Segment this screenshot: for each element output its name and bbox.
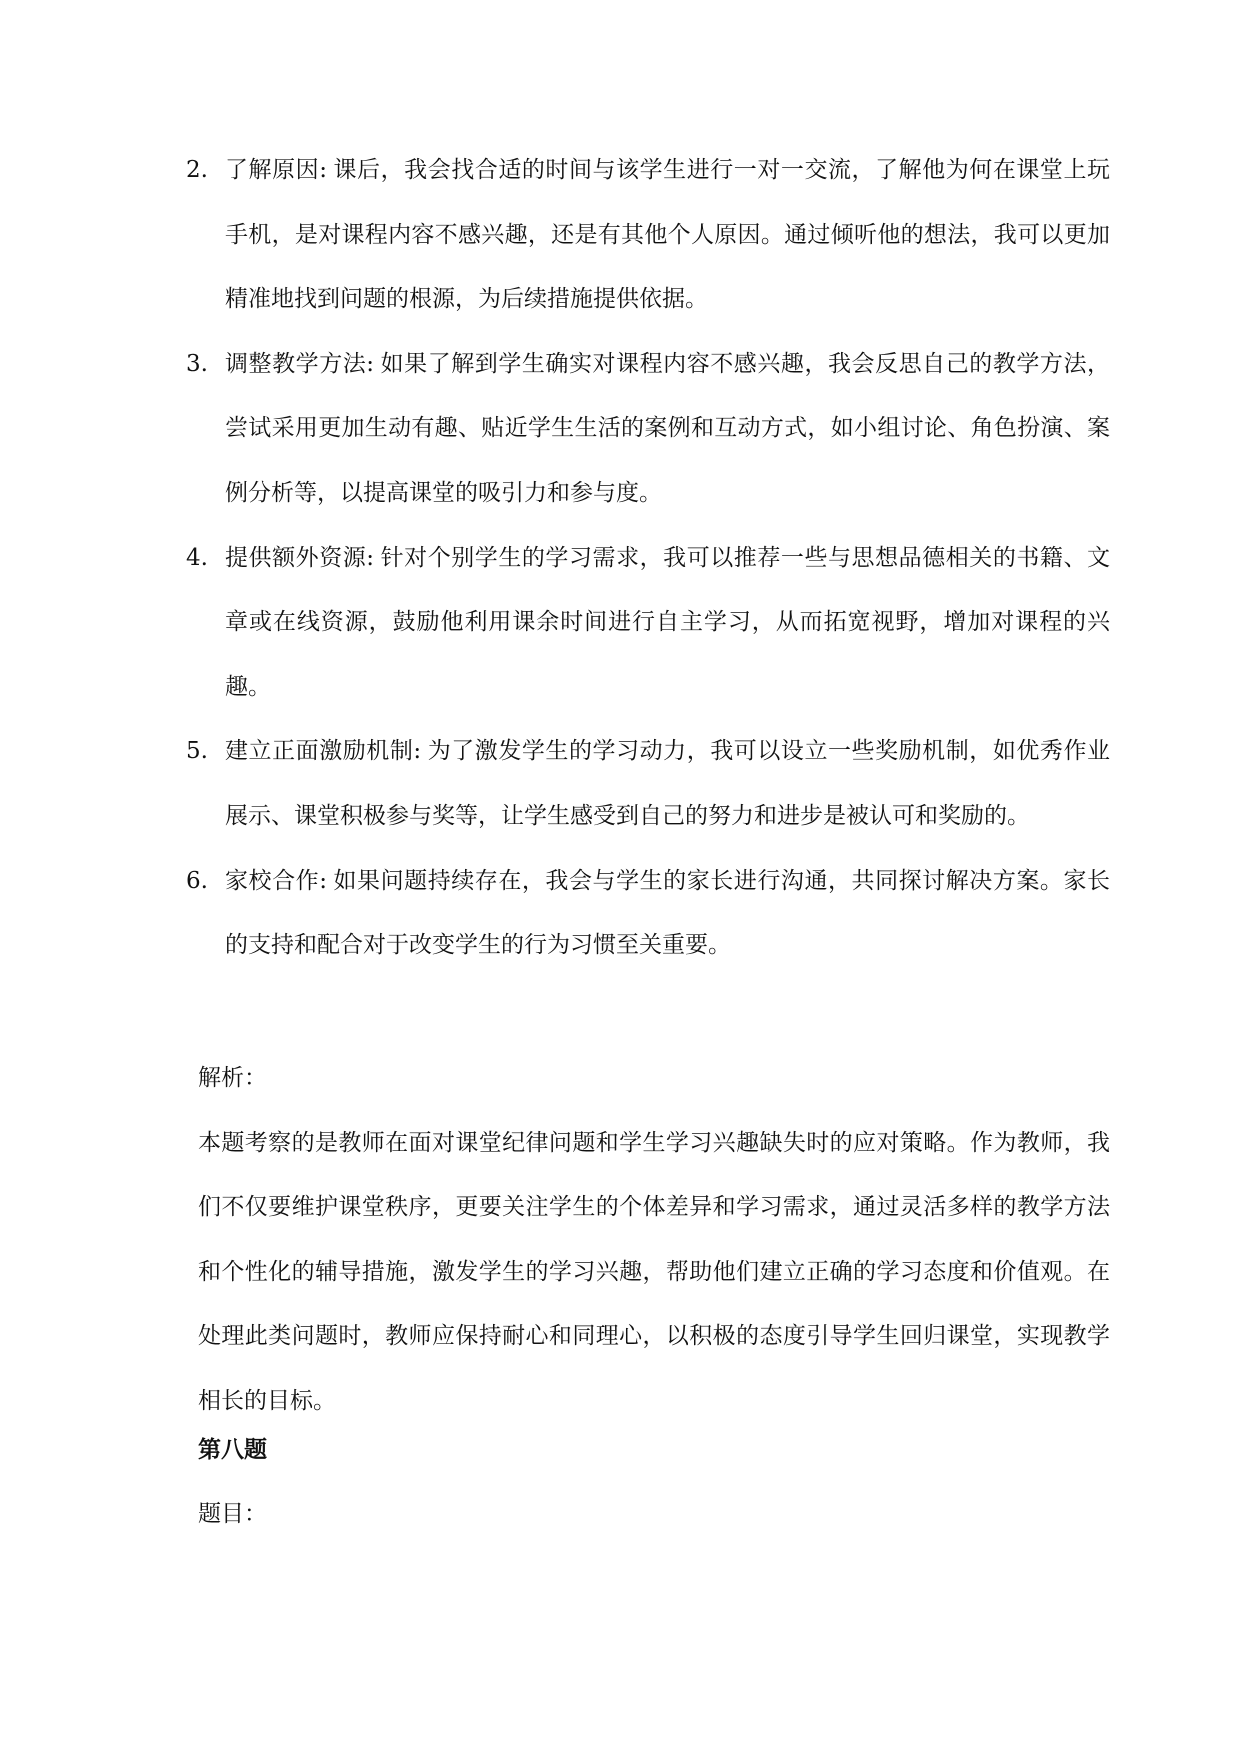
strategy-list (0, 138, 1241, 978)
list-item-text (225, 526, 1110, 720)
list-item-number: 6. (186, 867, 208, 894)
list-item-label: 提供额外资源: (225, 544, 375, 571)
list-item-number: 2. (186, 157, 208, 183)
list-item-body: 课后，我会找合适的时间与该学生进行一对一交流，了解他为何在课堂上玩手机，是对课程内容不感兴趣，还是有其他个人原因。通过倾听他的想法，我可以更加精准地找到问题的根源，为后续措施提供依据。 (225, 157, 1111, 313)
analysis-section (198, 1046, 1110, 1434)
list-item-number: 4. (186, 544, 208, 571)
question-label: 题目： (198, 1501, 267, 1527)
list-item-body: 如果问题持续存在，我会与学生的家长进行沟通，共同探讨解决方案。家长的支持和配合对于改变学生的行为习惯至关重要。 (225, 867, 1111, 959)
list-item-label: 了解原因: (225, 157, 327, 183)
list-item (0, 526, 1241, 720)
list-item-body: 为了激发学生的学习动力，我可以设立一些奖励机制，如优秀作业展示、课堂积极参与奖等，让学生感受到自己的努力和进步是被认可和奖励的。 (225, 738, 1111, 829)
list-item-number: 3. (186, 350, 208, 377)
list-item (0, 849, 1241, 978)
analysis-label: 解析： (198, 1065, 267, 1091)
list-item-text (225, 719, 1110, 848)
list-item-text (225, 332, 1110, 526)
list-item-text (225, 138, 1110, 332)
list-item-body: 针对个别学生的学习需求，我可以推荐一些与思想品德相关的书籍、文章或在线资源，鼓励他利用课余时间进行自主学习，从而拓宽视野，增加对课程的兴趣。 (225, 544, 1111, 700)
list-item-label: 建立正面激励机制: (225, 738, 422, 765)
analysis-body: 本题考察的是教师在面对课堂纪律问题和学生学习兴趣缺失时的应对策略。作为教师，我们不仅要维护课堂秩序，更要关注学生的个体差异和学习需求，通过灵活多样的教学方法和个性化的辅导措施，激发学生的学习兴趣，帮助他们建立正确的学习态度和价值观。在处理此类问题时，教师应保持耐心和同理心，以积极的态度引导学生回归课堂，实现教学相长的目标。 (198, 1129, 1110, 1414)
list-item-label: 调整教学方法: (225, 350, 375, 377)
list-item-body: 如果了解到学生确实对课程内容不感兴趣，我会反思自己的教学方法，尝试采用更加生动有趣、贴近学生生活的案例和互动方式，如小组讨论、角色扮演、案例分析等，以提高课堂的吸引力和参与度。 (225, 350, 1111, 506)
list-item-number: 5. (186, 738, 208, 765)
list-item (0, 138, 1241, 332)
section-title: 第八题 (198, 1436, 267, 1463)
list-item-text (225, 849, 1110, 978)
list-item (0, 719, 1241, 848)
list-item-label: 家校合作: (225, 867, 327, 894)
list-item (0, 332, 1241, 526)
